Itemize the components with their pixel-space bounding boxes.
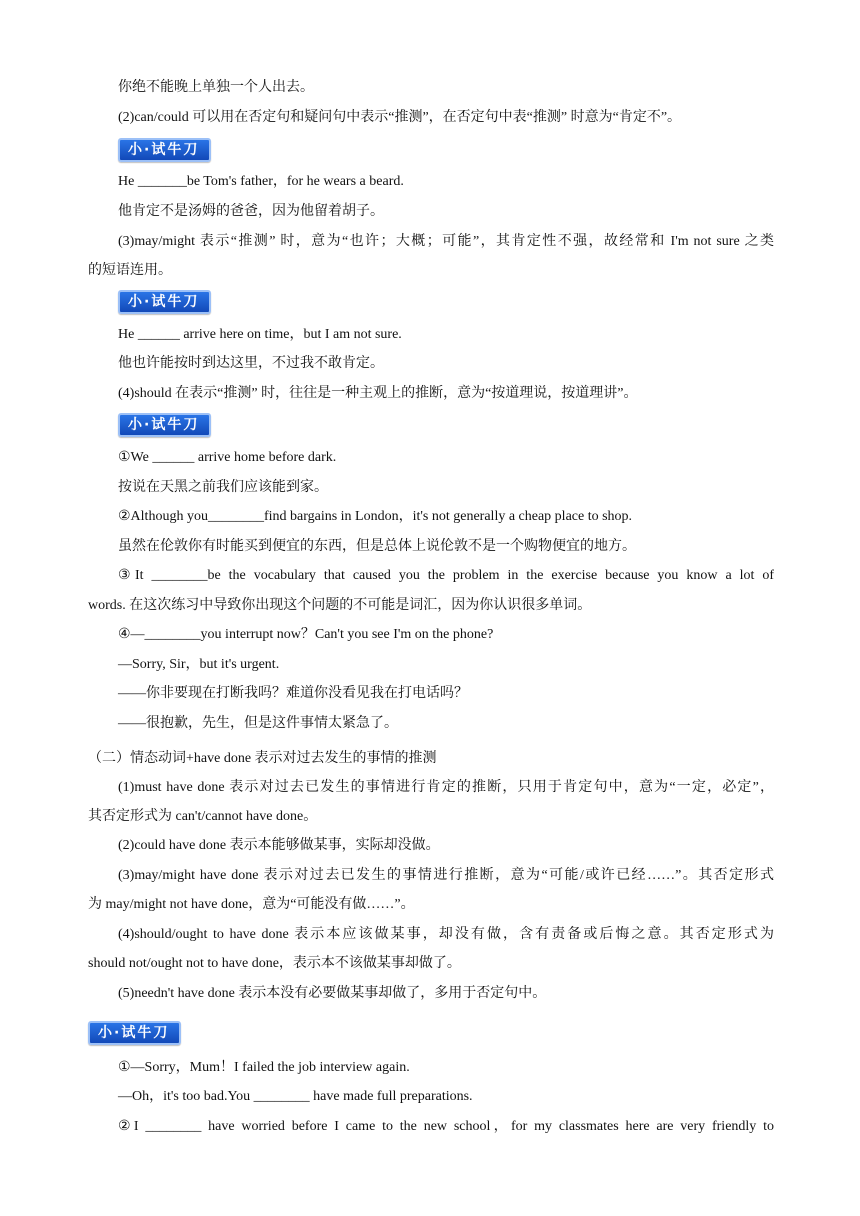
rule-must-have-done: (1)must have done 表示对过去已发生的事情进行肯定的推断，只用于肯定句中，意为“一定，必定”， [118, 780, 774, 795]
exercise-sentence-cont: words. 在这次练习中导致你出现这个问题的不可能是词汇，因为你认识很多单词。 [88, 598, 592, 613]
section-heading: （二）情态动词+have done 表示对过去发生的事情的推测 [88, 751, 437, 766]
rule-may-have-done: (3)may/might have done 表示对过去已发生的事情进行推断，意为“可能/或许已经……”。其否定形式 [118, 868, 774, 883]
practice-badge: 小·试牛刀 [118, 138, 211, 162]
rule-may-have-done-cont: 为 may/might not have done，意为“可能没有做……”。 [88, 897, 415, 912]
exercise-sentence: ④—________you interrupt now？Can't you see I'm on the phone? [118, 627, 494, 642]
practice-badge: 小·试牛刀 [88, 1021, 181, 1045]
rule-should-have-done-cont: should not/ought not to have done，表示本不该做某事却做了。 [88, 956, 461, 971]
exercise-sentence: ①We ______ arrive home before dark. [118, 450, 337, 465]
translation-line: 虽然在伦敦你有时能买到便宜的东西，但是总体上说伦敦不是一个购物便宜的地方。 [118, 539, 636, 554]
rule-should: (4)should 在表示“推测” 时，往往是一种主观上的推断，意为“按道理说，按道理讲”。 [118, 386, 638, 401]
rule-should-have-done: (4)should/ought to have done 表示本应该做某事，却没有做，含有责备或后悔之意。其否定形式为 [118, 927, 774, 942]
text-line: 你绝不能晚上单独一个人出去。 [118, 80, 314, 95]
rule-may-might-cont: 的短语连用。 [88, 263, 172, 278]
translation-line: ——你非要现在打断我吗？难道你没看见我在打电话吗？ [118, 686, 468, 701]
exercise-sentence: —Oh，it's too bad.You ________ have made full preparations. [118, 1089, 473, 1104]
exercise-sentence: ②I ________ have worried before I came to the new school，for my classmates here are very friendly to [118, 1119, 774, 1134]
practice-badge: 小·试牛刀 [118, 290, 211, 314]
exercise-sentence: ②Although you________find bargains in London，it's not generally a cheap place to shop. [118, 509, 633, 524]
translation-line: ——很抱歉，先生，但是这件事情太紧急了。 [118, 716, 398, 731]
exercise-sentence: ①—Sorry，Mum！I failed the job interview again. [118, 1060, 410, 1075]
rule-could-have-done: (2)could have done 表示本能够做某事，实际却没做。 [118, 838, 440, 853]
exercise-sentence: —Sorry, Sir，but it's urgent. [118, 657, 280, 672]
exercise-sentence: ③It ________be the vocabulary that caused you the problem in the exercise because you know a lot of [118, 568, 774, 583]
rule-may-might: (3)may/might 表示“推测” 时，意为“也许；大概；可能”，其肯定性不强，故经常和 I'm not sure 之类 [118, 234, 774, 249]
exercise-sentence: He _______be Tom's father，for he wears a beard. [118, 174, 404, 189]
rule-neednt-have-done: (5)needn't have done 表示本没有必要做某事却做了，多用于否定句中。 [118, 986, 547, 1001]
translation-line: 按说在天黑之前我们应该能到家。 [118, 480, 328, 495]
translation-line: 他肯定不是汤姆的爸爸，因为他留着胡子。 [118, 204, 384, 219]
translation-line: 他也许能按时到达这里，不过我不敢肯定。 [118, 356, 384, 371]
rule-must-have-done-cont: 其否定形式为 can't/cannot have done。 [88, 809, 318, 824]
rule-can-could: (2)can/could 可以用在否定句和疑问句中表示“推测”，在否定句中表“推测” 时意为“肯定不”。 [118, 110, 682, 125]
practice-badge: 小·试牛刀 [118, 413, 211, 437]
exercise-sentence: He ______ arrive here on time，but I am not sure. [118, 327, 402, 342]
